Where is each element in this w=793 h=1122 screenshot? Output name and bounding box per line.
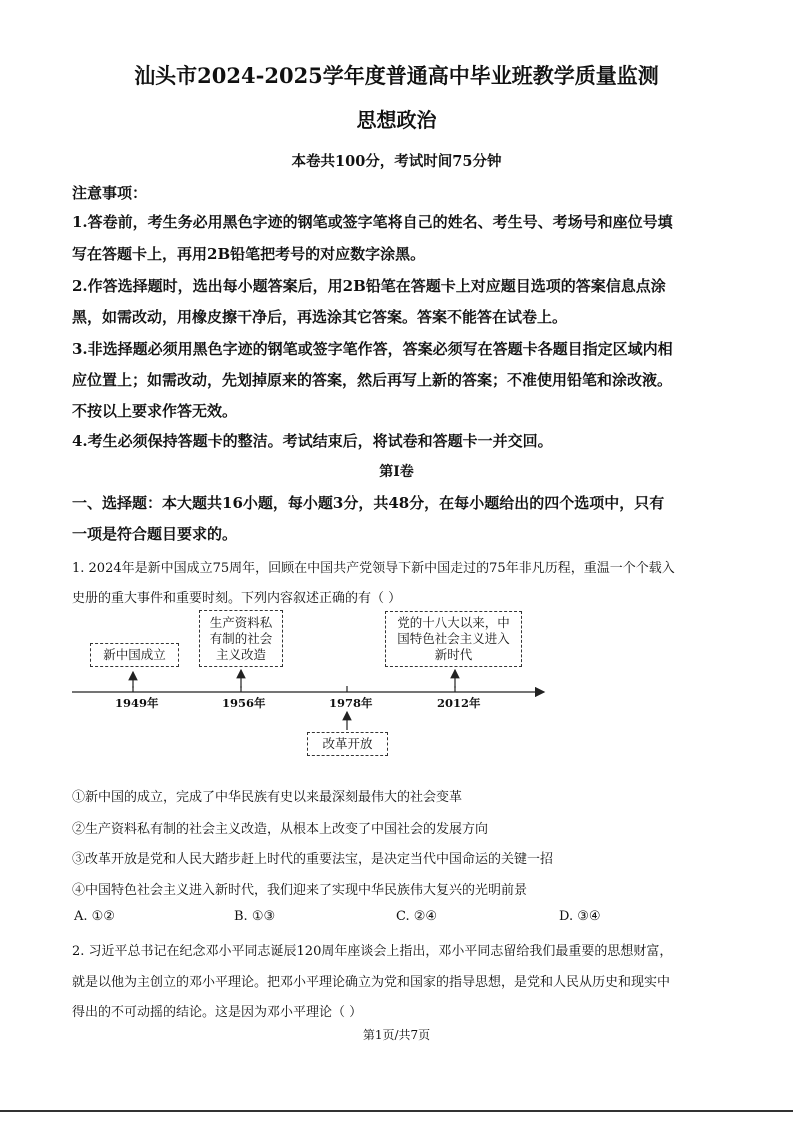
page-bottom-divider (0, 1110, 793, 1112)
note-line: 黑，如需改动，用橡皮擦干净后，再选涂其它答案。答案不能答在试卷上。 (72, 308, 568, 326)
q1-choice-c: C. ②④ (396, 909, 438, 924)
timeline-year-2012: 2012年 (437, 696, 481, 710)
section-instructions: 一项是符合题目要求的。 (72, 525, 238, 543)
page-number: 第1页/共7页 (362, 1028, 431, 1042)
exam-title: 汕头市2024-2025学年度普通高中毕业班教学质量监测 (134, 63, 659, 88)
q1-statement: ②生产资料私有制的社会主义改造，从根本上改变了中国社会的发展方向 (72, 822, 489, 837)
q1-statement: ④中国特色社会主义进入新时代，我们迎来了实现中华民族伟大复兴的光明前景 (72, 883, 528, 898)
q2-stem: 2. 习近平总书记在纪念邓小平同志诞辰120周年座谈会上指出，邓小平同志留给我们最重要的思想财富， (72, 944, 673, 959)
volume-heading: 第Ⅰ卷 (379, 464, 414, 480)
q1-statement: ①新中国的成立，完成了中华民族有史以来最深刻最伟大的社会变革 (72, 790, 463, 805)
q1-statement: ③改革开放是党和人民大踏步赶上时代的重要法宝，是决定当代中国命运的关键一招 (72, 852, 554, 867)
q2-stem: 得出的不可动摇的结论。这是因为邓小平理论（ ） (72, 1005, 363, 1020)
exam-info: 本卷共100分，考试时间75分钟 (291, 153, 502, 170)
timeline-box-1956: 生产资料私有制的社会主义改造 (199, 610, 283, 667)
subject-title: 思想政治 (356, 108, 437, 132)
timeline-year-1978: 1978年 (329, 696, 373, 710)
timeline-box-1949: 新中国成立 (90, 643, 179, 667)
note-line: 4.考生必须保持答题卡的整洁。考试结束后，将试卷和答题卡一并交回。 (72, 432, 553, 450)
q1-stem: 1. 2024年是新中国成立75周年，回顾在中国共产党领导下新中国走过的75年非凡历程，重温一个个载入 (72, 561, 675, 576)
timeline-year-1949: 1949年 (115, 696, 159, 710)
note-line: 写在答题卡上，再用2B铅笔把考号的对应数字涂黑。 (72, 245, 426, 263)
q2-stem: 就是以他为主创立的邓小平理论。把邓小平理论确立为党和国家的指导思想，是党和人民从历史和现实中 (72, 975, 671, 990)
timeline-box-1978: 改革开放 (307, 732, 388, 756)
note-line: 应位置上；如需改动，先划掉原来的答案，然后再写上新的答案；不准使用铅笔和涂改液。 (72, 371, 673, 389)
q1-choice-a: A. ①② (74, 909, 115, 924)
note-line: 不按以上要求作答无效。 (72, 402, 238, 420)
note-line: 3.非选择题必须用黑色字迹的钢笔或签字笔作答，答案必须写在答题卡各题目指定区域内相 (72, 340, 673, 358)
timeline-box-2012: 党的十八大以来，中国特色社会主义进入新时代 (385, 611, 522, 667)
section-instructions: 一、选择题：本大题共16小题，每小题3分，共48分，在每小题给出的四个选项中，只有 (72, 494, 665, 512)
note-line: 1.答卷前，考生务必用黑色字迹的钢笔或签字笔将自己的姓名、考生号、考场号和座位号填 (72, 213, 673, 231)
timeline-year-1956: 1956年 (222, 696, 266, 710)
q1-stem: 史册的重大事件和重要时刻。下列内容叙述正确的有（ ） (72, 591, 402, 606)
notes-heading: 注意事项： (72, 184, 148, 202)
note-line: 2.作答选择题时，选出每小题答案后，用2B铅笔在答题卡上对应题目选项的答案信息点涂 (72, 277, 666, 295)
q1-choice-d: D. ③④ (559, 909, 601, 924)
q1-choice-b: B. ①③ (234, 909, 276, 924)
